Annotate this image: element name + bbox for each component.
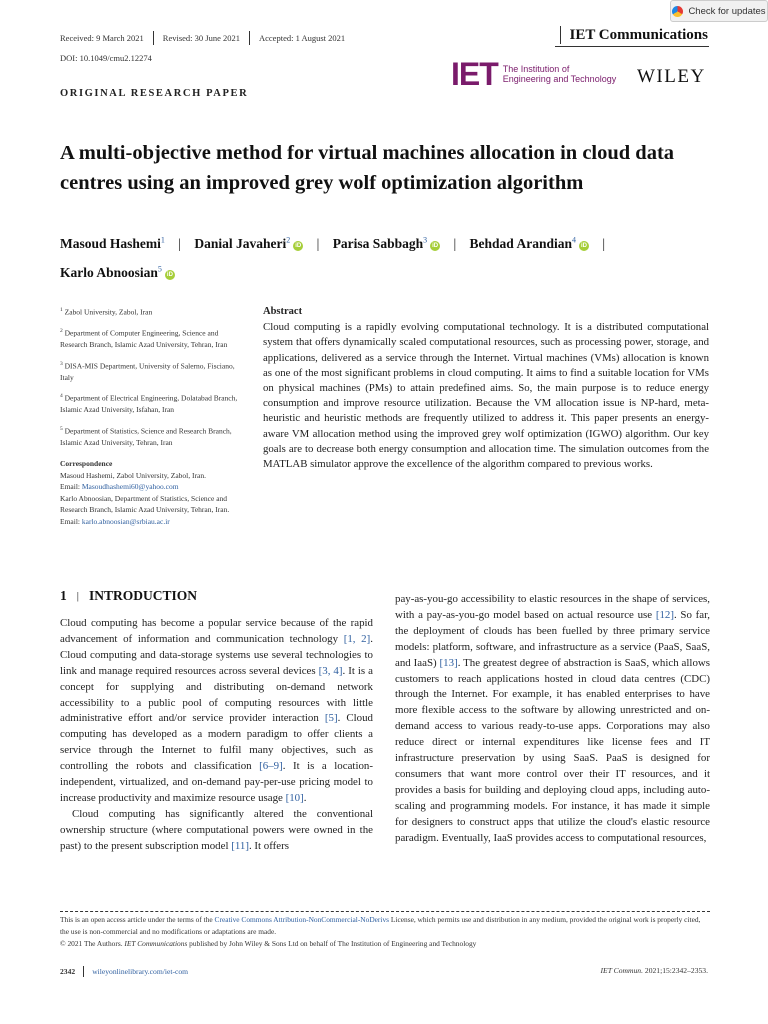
orcid-icon[interactable]: iD: [580, 242, 587, 249]
divider: |: [178, 235, 181, 251]
journal-name: IET Communications: [560, 26, 708, 44]
citation-link[interactable]: [6–9]: [259, 760, 283, 773]
citation-link[interactable]: [11]: [231, 839, 249, 852]
journal-url[interactable]: wileyonlinelibrary.com/iet-com: [92, 967, 189, 976]
article-type: ORIGINAL RESEARCH PAPER: [60, 88, 249, 99]
citation-link[interactable]: [10]: [285, 791, 304, 804]
orcid-icon[interactable]: iD: [295, 242, 302, 249]
abstract-text: Cloud computing is a rapidly evolving computational technology. It is a distributed computational system that offers dynamically scaled computational resources, such as processing power, storage, and applications, delivered as a service through the Internet. Virtual machines (VMs) allocation is known as one of the most significant problems in cloud computing. It aims to find a suitable location for VMs on physical machines (PMs) to attain predefined aims. So, the main purpose is to reduce energy consumption and improve resource utilization. Because the VM allocation issue is NP-hard, meta-heuristic and heuristic methods are frequently utilized to address it. This paper presents an energy-aware VM allocation method using the improved grey wolf optimization (IGWO) algorithm. Our key goals are to decrease both energy consumption and allocation time. The simulation outcomes from the MATLAB simulator approve the excellence of the algorithm compared to previous works.: [263, 321, 709, 471]
email-link[interactable]: karlo.abnoosian@srbiau.ac.ir: [81, 516, 170, 526]
paragraph: Cloud computing has become a popular service because of the rapid advancement of information and communication technology [1, 2]. Cloud computing and data-storage systems use several technologies to link and manage required resources across several devices [3, 4]. It is a concept for supplying and distributing on-demand network accessibility to a public pool of computing resources with little administrative effort and/or service provider interaction [5]. Cloud computing has developed as a modern paradigm to offer clients a service through the Internet to fulfil many objectives, such as controlling the robots and classification [6–9]. It is a location-independent, virtualized, and on-demand pay-per-use pricing model to increase productivity and maximize resource usage [10].: [60, 617, 374, 804]
paper-title: A multi-objective method for virtual machines allocation in cloud data centres using an improved grey wolf optimization algorithm: [60, 142, 675, 194]
accepted-date: Accepted: 1 August 2021: [259, 33, 346, 43]
page-number: 2342: [60, 967, 76, 976]
affiliation: $^4$ Department of Electrical Engineering, Dolatabad Branch, Islamic Azad University, Isfahan, Iran: [60, 393, 238, 414]
affiliations: [60, 305, 240, 527]
crossmark-icon: [672, 6, 683, 17]
correspondence-block: Masoud Hashemi, Zabol University, Zabol, Iran. Email: Masoudhashemi60@yahoo.com Karlo Abnoosian, Department of Statistics, Science and Research Branch, Islamic Azad University, Tehran, Iran. Email: karlo.abnoosian@srbiau.ac.ir: [60, 470, 230, 526]
divider: [249, 31, 250, 45]
wiley-logo: WILEY: [637, 66, 706, 87]
submission-dates: [60, 31, 345, 45]
affiliation: $^5$ Department of Statistics, Science and Research Branch, Islamic Azad University, Tehran, Iran: [60, 425, 232, 447]
paragraph: Cloud computing has significantly altered the conventional ownership structure (where computational powers were owned in the past) to the present subscription model [11]. It offers: [60, 807, 373, 852]
right-column: [395, 592, 710, 847]
divider: [83, 966, 84, 977]
iet-logo: [451, 58, 616, 90]
left-column: [60, 588, 373, 855]
author[interactable]: Behdad Arandian$^4$iD: [469, 235, 587, 251]
iet-logo-letters: IET: [451, 56, 498, 92]
affiliation: $^3$ DISA-MIS Department, University of Salerno, Fisciano, Italy: [60, 360, 235, 382]
revised-date: Revised: 30 June 2021: [162, 33, 240, 43]
license-link[interactable]: Creative Commons Attribution-NonCommercial-NoDerivs: [214, 915, 390, 924]
citation-link[interactable]: [3, 4]: [318, 664, 343, 677]
orcid-icon[interactable]: iD: [432, 242, 439, 249]
divider: [153, 31, 154, 45]
orcid-icon[interactable]: iD: [166, 272, 173, 278]
abstract: [263, 304, 709, 472]
correspondence-heading: Correspondence: [60, 459, 113, 468]
email-link[interactable]: Masoudhashemi60@yahoo.com: [81, 482, 179, 491]
journal-rule: [555, 46, 709, 47]
citation-link[interactable]: [12]: [655, 608, 674, 621]
abstract-heading: Abstract: [263, 306, 303, 317]
author[interactable]: Parisa Sabbagh$^3$iD: [332, 235, 439, 251]
author-list: [60, 227, 720, 286]
affiliation: $^2$ Department of Computer Engineering, Science and Research Branch, Islamic Azad University, Tehran, Iran: [60, 328, 228, 349]
citation-link[interactable]: [1, 2]: [343, 632, 371, 645]
section-heading: 1 | INTRODUCTION: [60, 588, 197, 603]
citation-link[interactable]: [13]: [439, 656, 458, 669]
divider: |: [453, 235, 457, 251]
divider: |: [316, 235, 320, 251]
check-for-updates-button[interactable]: [670, 0, 768, 22]
page-footer: [60, 966, 188, 977]
iet-logo-text: The Institution of Engineering and Technology: [502, 63, 617, 84]
paragraph: pay-as-you-go accessibility to elastic resources in the shape of services, with a pay-as-you-go model based on actual resource use [12]. So far, the deployment of clouds has been fuelled by three primary service models: platform, software, and infrastructure as a service (PaaS, SaaS, and IaaS) [13]. The greatest degree of abstraction is SaaS, which allows customers to reach applications hosted in cloud data centres (CDC) through the Internet. For example, it has enabled enterprises to have more flexible access to the software by allowing unrestricted and on-demand access to various ready-to-use apps. Corporations may also reduce direct or internal expenditures like license fees and IT infrastructure preservation by using SaaS. PaaS is designed for consumers that want more control over their IT resources, and it provides a basis for building and deploying cloud apps, including auto-scaling and programming models. For instance, it has made it simple for designers to construct apps that utilize the cloud's elastic resource paradigm. Eventually, IaaS provides access to computational resources,: [395, 593, 710, 844]
citation-line: IET Commun. 2021;15:2342–2353.: [600, 966, 708, 975]
doi[interactable]: DOI: 10.1049/cmu2.12274: [60, 53, 152, 63]
footer-rule: [60, 911, 710, 912]
affiliation: $^1$ Zabol University, Zabol, Iran: [60, 307, 153, 317]
divider: [560, 26, 561, 44]
author[interactable]: Masoud Hashemi$^1$: [60, 235, 165, 251]
license-note: This is an open access article under the terms of the Creative Commons Attribution-NonCommercial-NoDerivs License, which permits use and distribution in any medium, provided the original work is properly cited, the use is non-commercial and no modifications or adaptations are made. © 2021 The Authors. IET Communications published by John Wiley & Sons Ltd on behalf of The Institution of Engineering and Technology: [60, 915, 701, 948]
citation-link[interactable]: [5]: [324, 712, 338, 725]
author[interactable]: Danial Javaheri$^2$iD: [194, 235, 302, 251]
author[interactable]: Karlo Abnoosian$^5$iD: [60, 264, 173, 280]
check-for-updates-label: Check for updates: [688, 5, 766, 17]
received-date: Received: 9 March 2021: [60, 33, 144, 43]
divider: |: [602, 235, 606, 251]
